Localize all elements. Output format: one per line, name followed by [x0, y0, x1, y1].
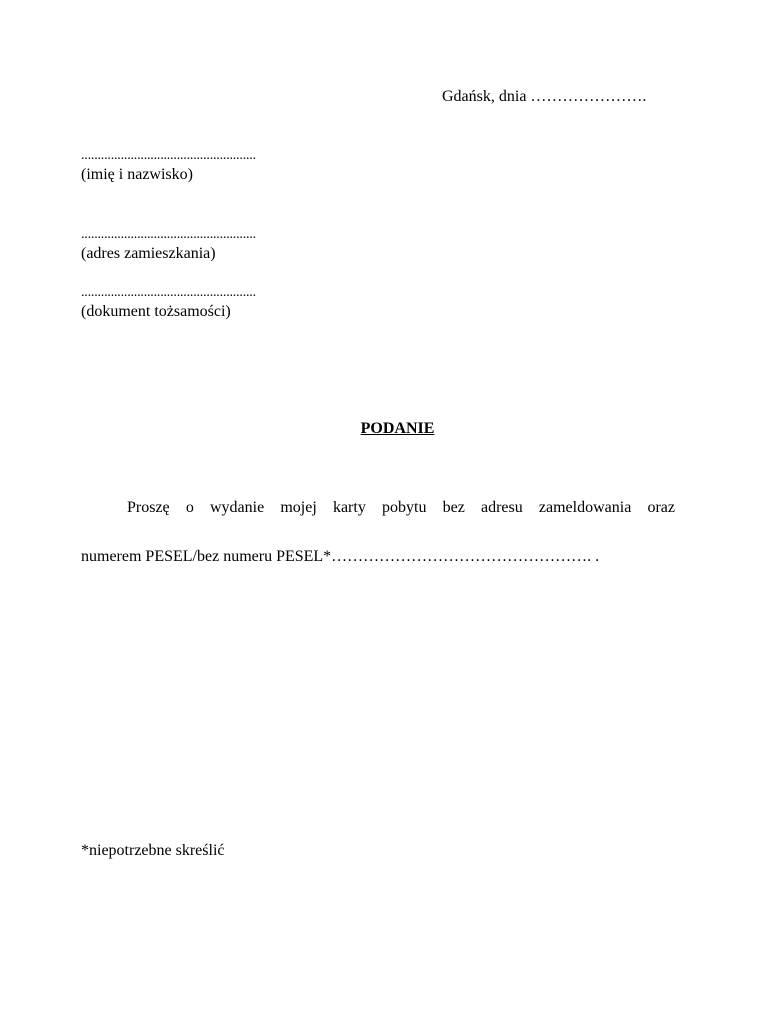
document-title: PODANIE: [360, 420, 435, 437]
document-dotted-line: .....................................................: [81, 285, 256, 300]
document-label: (dokument tożsamości): [81, 303, 231, 320]
applicant-document-field: [81, 283, 256, 321]
request-text-line-1: Proszę o wydanie mojej karty pobytu bez adresu zameldowania oraz: [127, 499, 675, 516]
name-dotted-line: .....................................................: [81, 148, 256, 163]
name-label: (imię i nazwisko): [81, 166, 193, 183]
applicant-address-field: [81, 225, 256, 263]
footnote: *niepotrzebne skreślić: [81, 842, 225, 859]
place-date-line: Gdańsk, dnia ………………….: [442, 88, 647, 105]
request-text-line-2: numerem PESEL/bez numeru PESEL*…………………………………………. .: [81, 548, 600, 565]
address-label: (adres zamieszkania): [81, 245, 216, 262]
applicant-name-field: [81, 146, 256, 184]
address-dotted-line: .....................................................: [81, 227, 256, 242]
